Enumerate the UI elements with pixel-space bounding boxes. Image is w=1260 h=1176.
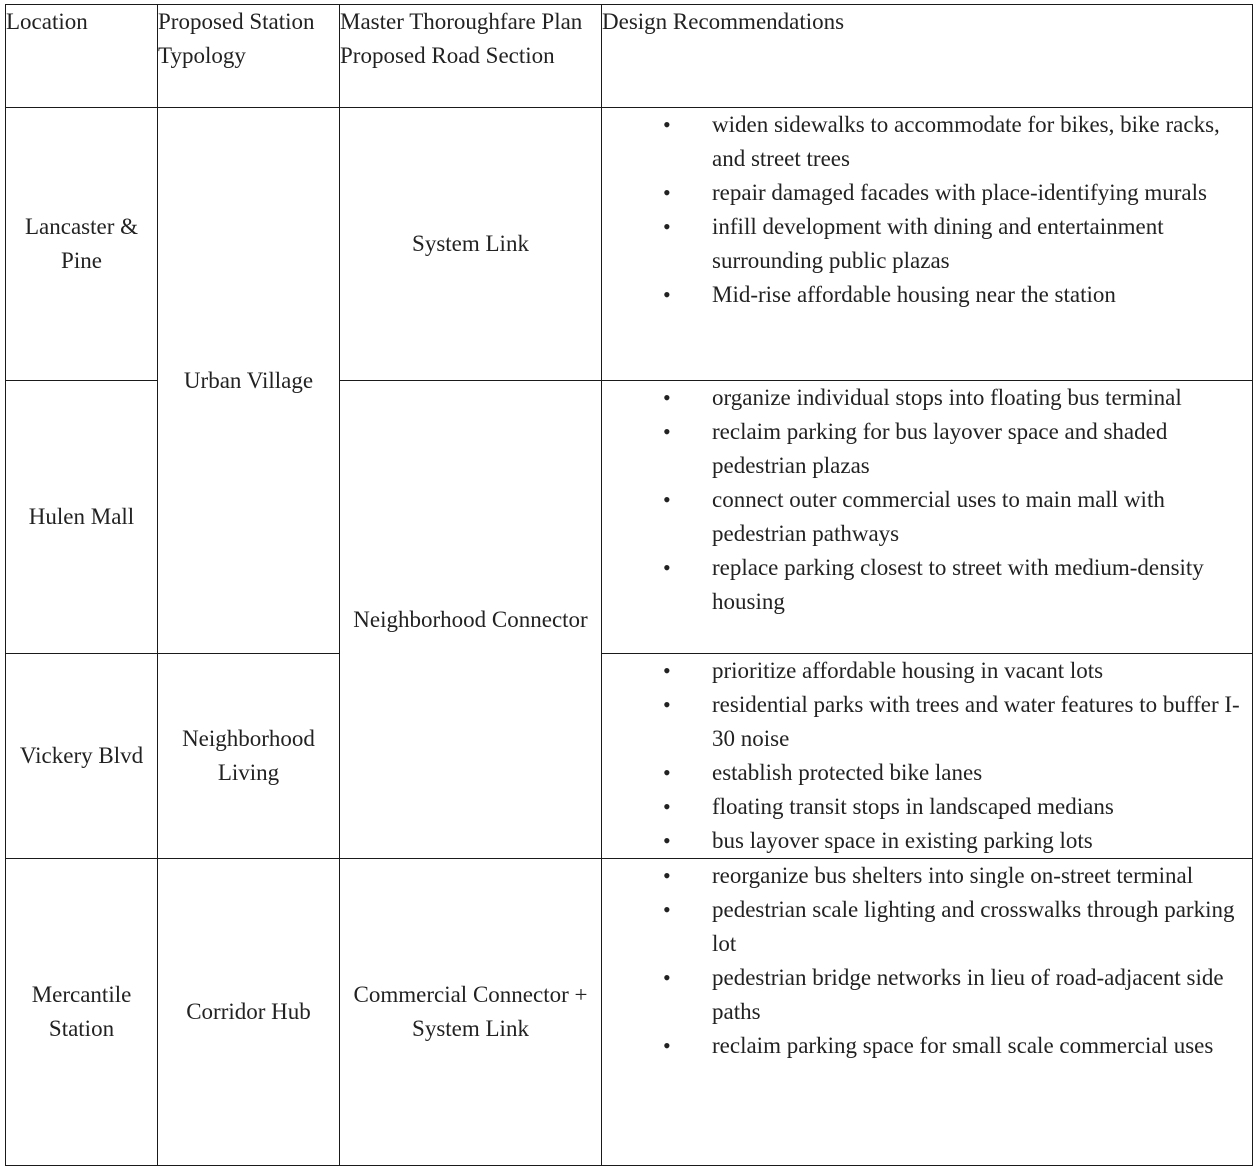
list-item — [602, 483, 1252, 551]
list-item — [602, 824, 1252, 858]
recommendation-text: connect outer commercial uses to main mall with pedestrian pathways — [712, 487, 1165, 546]
list-item — [602, 278, 1252, 312]
recommendation-text: prioritize affordable housing in vacant lots — [712, 658, 1104, 683]
bullet-icon: • — [663, 863, 671, 888]
bullet-icon: • — [663, 1033, 671, 1058]
list-item — [602, 415, 1252, 483]
header-location: Location — [6, 5, 158, 108]
bullet-icon: • — [663, 385, 671, 410]
list-item — [602, 551, 1252, 619]
bullet-icon: • — [663, 692, 671, 717]
list-item — [602, 893, 1252, 961]
recommendation-text: reclaim parking for bus layover space and shaded pedestrian plazas — [712, 419, 1168, 478]
bullet-icon: • — [663, 897, 671, 922]
location-cell: Hulen Mall — [6, 381, 158, 654]
station-design-table — [5, 4, 1253, 1166]
typology-cell: Corridor Hub — [158, 859, 340, 1166]
recommendations-list — [602, 381, 1252, 619]
list-item — [602, 756, 1252, 790]
table-row — [6, 108, 1253, 381]
recommendation-text: replace parking closest to street with medium-density housing — [712, 555, 1204, 614]
list-item — [602, 790, 1252, 824]
header-design-recommendations: Design Recommendations — [602, 5, 1253, 108]
list-item — [602, 859, 1252, 893]
bullet-icon: • — [663, 214, 671, 239]
recommendations-cell — [602, 381, 1253, 654]
header-row — [6, 5, 1253, 108]
recommendations-list — [602, 654, 1252, 858]
road-section-cell: Neighborhood Connector — [340, 381, 602, 859]
recommendation-text: widen sidewalks to accommodate for bikes, bike racks, and street trees — [712, 112, 1220, 171]
bullet-icon: • — [663, 487, 671, 512]
bullet-icon: • — [663, 965, 671, 990]
bullet-icon: • — [663, 794, 671, 819]
recommendation-text: floating transit stops in landscaped medians — [712, 794, 1114, 819]
table-row — [6, 654, 1253, 859]
bullet-icon: • — [663, 282, 671, 307]
list-item — [602, 961, 1252, 1029]
road-section-cell: Commercial Connector + System Link — [340, 859, 602, 1166]
table-row — [6, 859, 1253, 1166]
recommendations-cell — [602, 108, 1253, 381]
location-cell: Lancaster & Pine — [6, 108, 158, 381]
road-section-cell: System Link — [340, 108, 602, 381]
bullet-icon: • — [663, 760, 671, 785]
list-item — [602, 1029, 1252, 1063]
recommendations-cell — [602, 859, 1253, 1166]
header-road-section: Master Thoroughfare Plan Proposed Road Section — [340, 5, 602, 108]
recommendation-text: organize individual stops into floating bus terminal — [712, 385, 1182, 410]
recommendation-text: infill development with dining and entertainment surrounding public plazas — [712, 214, 1164, 273]
recommendation-text: pedestrian bridge networks in lieu of road-adjacent side paths — [712, 965, 1224, 1024]
list-item — [602, 381, 1252, 415]
bullet-icon: • — [663, 828, 671, 853]
recommendations-cell — [602, 654, 1253, 859]
list-item — [602, 108, 1252, 176]
recommendation-text: residential parks with trees and water features to buffer I-30 noise — [712, 692, 1240, 751]
bullet-icon: • — [663, 419, 671, 444]
header-typology: Proposed Station Typology — [158, 5, 340, 108]
typology-cell: Neighborhood Living — [158, 654, 340, 859]
recommendation-text: establish protected bike lanes — [712, 760, 983, 785]
bullet-icon: • — [663, 658, 671, 683]
recommendation-text: bus layover space in existing parking lots — [712, 828, 1093, 853]
list-item — [602, 688, 1252, 756]
location-cell: Mercantile Station — [6, 859, 158, 1166]
location-cell: Vickery Blvd — [6, 654, 158, 859]
recommendation-text: reorganize bus shelters into single on-street terminal — [712, 863, 1194, 888]
recommendation-text: repair damaged facades with place-identifying murals — [712, 180, 1207, 205]
recommendations-list — [602, 859, 1252, 1063]
list-item — [602, 654, 1252, 688]
typology-cell: Urban Village — [158, 108, 340, 654]
bullet-icon: • — [663, 555, 671, 580]
bullet-icon: • — [663, 112, 671, 137]
recommendation-text: pedestrian scale lighting and crosswalks through parking lot — [712, 897, 1235, 956]
bullet-icon: • — [663, 180, 671, 205]
list-item — [602, 210, 1252, 278]
list-item — [602, 176, 1252, 210]
recommendations-list — [602, 108, 1252, 312]
recommendation-text: reclaim parking space for small scale commercial uses — [712, 1033, 1214, 1058]
recommendation-text: Mid-rise affordable housing near the station — [712, 282, 1116, 307]
